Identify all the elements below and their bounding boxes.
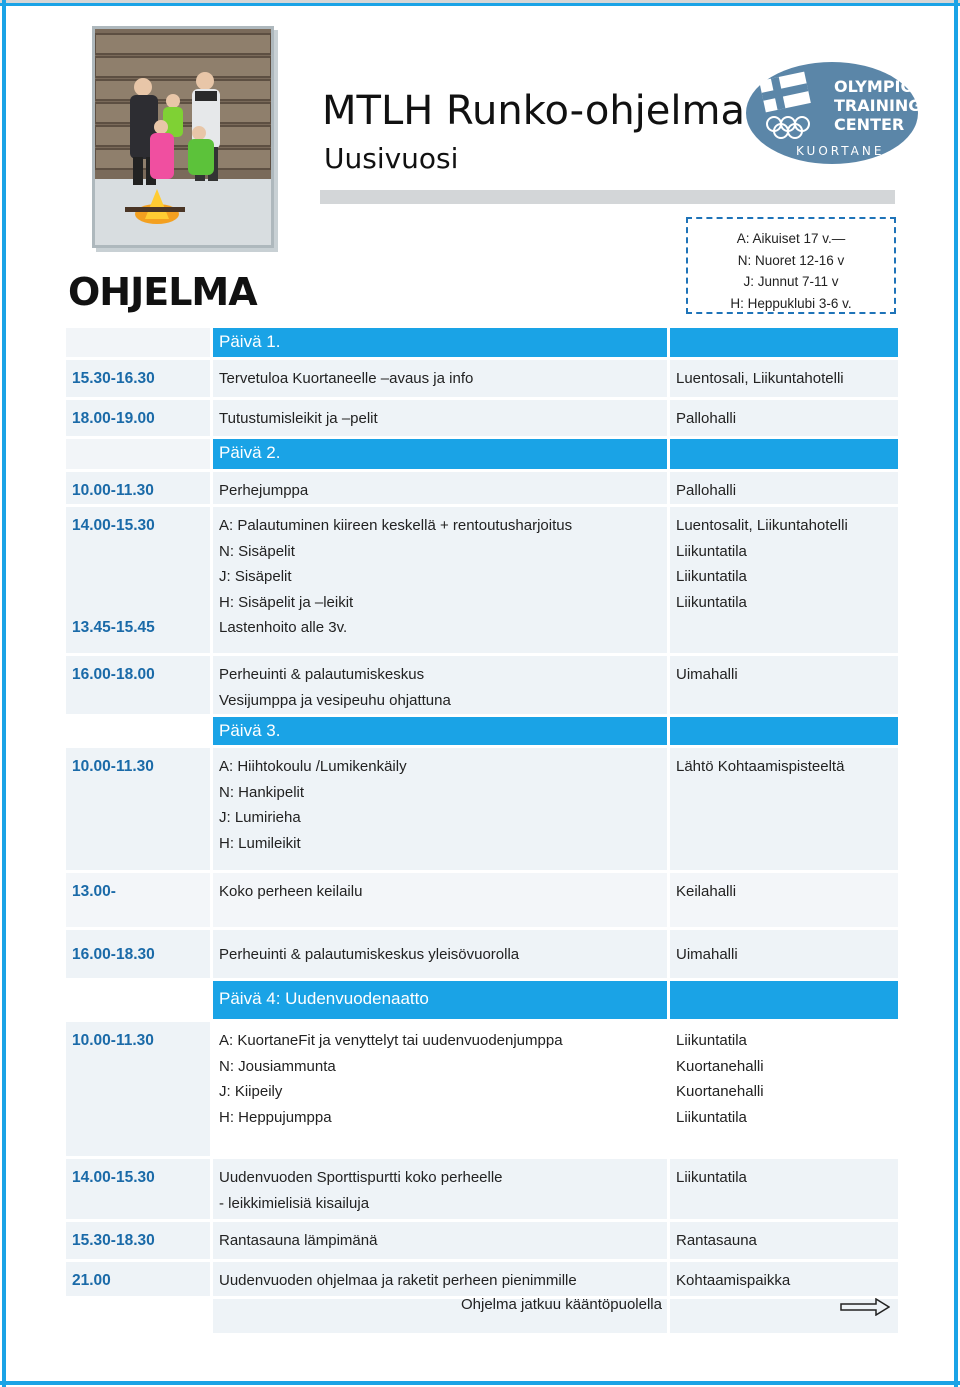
- day-label: Päivä 1.: [219, 332, 281, 351]
- activity-cell: Perhejumppa: [219, 482, 309, 499]
- activity-cell: A: Hiihtokoulu /Lumikenkäily: [219, 758, 407, 775]
- day-header: [66, 717, 898, 745]
- time-cell: 13.45-15.45: [72, 619, 155, 636]
- age-group-legend: [686, 217, 896, 314]
- table-row: [66, 1159, 898, 1219]
- time-cell: 15.30-18.30: [72, 1232, 155, 1249]
- place-cell: Keilahalli: [676, 883, 737, 900]
- activity-cell: Perheuinti & palautumiskeskus: [219, 666, 425, 683]
- time-cell: 14.00-15.30: [72, 1169, 155, 1186]
- logo-text-olympic: OLYMPIC: [834, 77, 913, 96]
- table-row: [66, 507, 898, 653]
- table-row: [66, 748, 898, 870]
- place-cell: Kuortanehalli: [676, 1057, 764, 1075]
- activity-cell: Uudenvuoden ohjelmaa ja raketit perheen pienimmille: [219, 1272, 577, 1289]
- place-cell: Liikuntatila: [676, 593, 747, 611]
- activity-cell: H: Sisäpelit ja –leikit: [219, 593, 354, 611]
- activity-cell: - leikkimielisiä kisailuja: [219, 1194, 370, 1212]
- place-cell: Pallohalli: [676, 482, 737, 499]
- schedule-table: [66, 328, 898, 1336]
- place-cell: Liikuntatila: [676, 542, 747, 560]
- page-border-bottom: [0, 1381, 960, 1385]
- activity-cell: Tervetuloa Kuortaneelle –avaus ja info: [219, 370, 474, 387]
- activity-cell: J: Sisäpelit: [219, 568, 292, 585]
- day-label: Päivä 3.: [219, 721, 281, 740]
- day-label: Päivä 2.: [219, 443, 281, 462]
- place-cell: Rantasauna: [676, 1232, 757, 1249]
- table-row: [66, 1022, 898, 1156]
- place-cell: Liikuntatila: [676, 1169, 747, 1186]
- time-cell: 13.00-: [72, 883, 116, 900]
- activity-cell: Tutustumisleikit ja –pelit: [219, 410, 378, 427]
- time-cell: 10.00-11.30: [72, 758, 154, 775]
- olympic-training-center-logo: [744, 60, 920, 166]
- place-cell: Kuortanehalli: [676, 1083, 764, 1100]
- place-cell: Kohtaamispaikka: [676, 1272, 791, 1289]
- time-cell: 18.00-19.00: [72, 410, 155, 427]
- time-cell: 15.30-16.30: [72, 370, 155, 387]
- logo-text-kuortane: KUORTANE: [796, 144, 885, 158]
- activity-cell: N: Hankipelit: [219, 783, 305, 801]
- table-row: [66, 873, 898, 927]
- page-title: MTLH Runko-ohjelma: [322, 88, 745, 134]
- day-header: [66, 981, 898, 1019]
- legend-item: H: Heppuklubi 3-6 v.: [730, 295, 852, 311]
- arrow-right-icon: [840, 1298, 890, 1316]
- section-heading: OHJELMA: [68, 270, 257, 314]
- activity-cell: Rantasauna lämpimänä: [219, 1232, 378, 1249]
- activity-cell: N: Sisäpelit: [219, 542, 295, 560]
- time-cell: 10.00-11.30: [72, 1032, 154, 1049]
- table-row: [66, 472, 898, 504]
- place-cell: Liikuntatila: [676, 1032, 747, 1049]
- place-cell: Uimahalli: [676, 666, 738, 683]
- continued-note: Ohjelma jatkuu kääntöpuolella: [461, 1296, 662, 1313]
- page-border-right: [954, 0, 958, 1387]
- activity-cell: Perheuinti & palautumiskeskus yleisövuorolla: [219, 946, 520, 963]
- activity-cell: Lastenhoito alle 3v.: [219, 619, 348, 636]
- table-row: [66, 360, 898, 397]
- logo-text-training: TRAINING: [834, 96, 920, 115]
- page-border-left: [2, 0, 6, 1387]
- page-border-top: [0, 3, 960, 6]
- day-header: [66, 439, 898, 469]
- time-cell: 21.00: [72, 1272, 111, 1289]
- activity-cell: J: Kiipeily: [219, 1083, 283, 1100]
- activity-cell: A: Palautuminen kiireen keskellä + rentoutusharjoitus: [219, 517, 573, 534]
- time-cell: 16.00-18.00: [72, 666, 155, 683]
- place-cell: Lähtö Kohtaamispisteeltä: [676, 758, 845, 775]
- family-photo: [92, 26, 274, 248]
- place-cell: Liikuntatila: [676, 1108, 747, 1126]
- day-header: [66, 328, 898, 357]
- time-cell: 10.00-11.30: [72, 482, 154, 499]
- place-cell: Liikuntatila: [676, 568, 747, 585]
- time-cell: 14.00-15.30: [72, 517, 155, 534]
- place-cell: Luentosali, Liikuntahotelli: [676, 370, 844, 387]
- title-divider: [320, 190, 895, 204]
- table-row: [66, 400, 898, 436]
- legend-item: A: Aikuiset 17 v.—: [736, 231, 846, 246]
- activity-cell: Vesijumppa ja vesipeuhu ohjattuna: [219, 691, 451, 709]
- table-row: [66, 1222, 898, 1259]
- legend-item: J: Junnut 7-11 v: [743, 274, 839, 289]
- activity-cell: H: Heppujumppa: [219, 1108, 332, 1126]
- activity-cell: H: Lumileikit: [219, 834, 301, 852]
- table-row: [66, 930, 898, 978]
- activity-cell: Koko perheen keilailu: [219, 883, 363, 900]
- logo-text-center: CENTER: [834, 115, 905, 134]
- activity-cell: N: Jousiammunta: [219, 1057, 336, 1075]
- legend-item: N: Nuoret 12-16 v: [737, 252, 845, 268]
- table-row: [66, 1262, 898, 1296]
- activity-cell: A: KuortaneFit ja venyttelyt tai uudenvuodenjumppa: [219, 1032, 563, 1049]
- page-subtitle: Uusivuosi: [324, 142, 459, 175]
- activity-cell: Uudenvuoden Sporttispurtti koko perheelle: [219, 1169, 503, 1186]
- activity-cell: J: Lumirieha: [219, 809, 301, 826]
- day-label: Päivä 4: Uudenvuodenaatto: [219, 989, 429, 1008]
- time-cell: 16.00-18.30: [72, 946, 155, 963]
- place-cell: Luentosalit, Liikuntahotelli: [676, 517, 848, 534]
- place-cell: Pallohalli: [676, 410, 737, 427]
- place-cell: Uimahalli: [676, 946, 738, 963]
- table-row: [66, 656, 898, 714]
